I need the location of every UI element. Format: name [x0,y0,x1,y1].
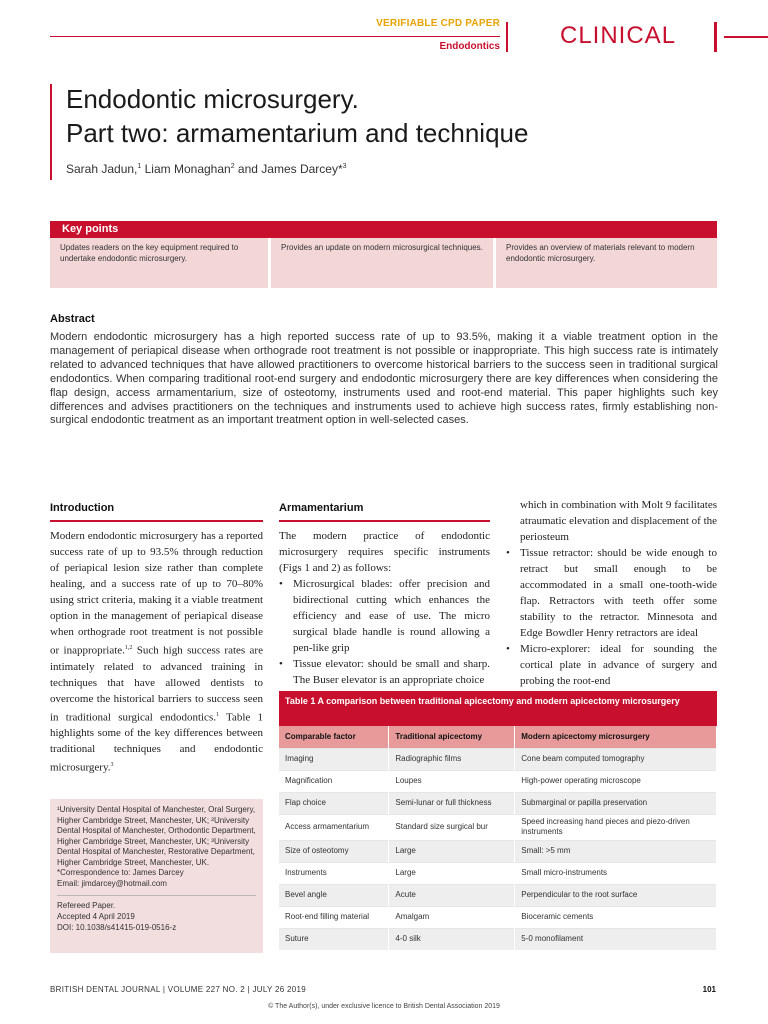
table-cell: Small micro-instruments [515,862,717,884]
table-cell: Standard size surgical bur [389,814,515,840]
table-body [279,748,717,950]
table-cell: 4-0 silk [389,928,515,950]
header-divider-right [714,22,717,52]
key-points-heading: Key points [50,221,717,238]
table-row [279,884,717,906]
table-cell: Access armamentarium [279,814,389,840]
title-line-1: Endodontic microsurgery. [66,84,359,114]
table-row [279,906,717,928]
key-point: Updates readers on the key equipment required to undertake endodontic microsurgery. [50,238,268,288]
intro-para-3: Table 1 highlights some of the key differences between traditional techniques and endodontic microsurgery. [50,711,264,774]
abstract-text: Modern endodontic microsurgery has a high reported success rate of up to 93.5%, making it a viable treatment option in the management of periapical disease when orthograde root treatment is not possible or inappropriate. This high success rate is intimately related to advanced techniques that have allowed practitioners to overcome historical barriers to the success seen in traditional surgical endodontics. When comparing traditional root-end surgery and endodontic microsurgery there are key differences when considering the flap design, access armamentarium, size of osteotomy, instruments used and root-end material. This paper highlights such key differences and advises practitioners on the techniques and instruments used to achieve high success rates, firmly establishing non-surgical endodontic treatment as an important treatment option in well-selected cases. [50,331,718,427]
cpd-label: VERIFIABLE CPD PAPER [376,18,500,29]
accepted-date: Accepted 4 April 2019 [57,912,135,921]
table-cell: Magnification [279,770,389,792]
section-label: Endodontics [439,41,500,52]
table-cell: Large [389,840,515,862]
table-row [279,814,717,840]
email: Email: jimdarcey@hotmail.com [57,878,167,888]
page-number: 101 [702,985,716,994]
table-cell: Imaging [279,748,389,770]
table-cell: Large [389,862,515,884]
table-cell: High-power operating microscope [515,770,717,792]
citation: 1 [215,711,219,718]
armamentarium-intro: The modern practice of endodontic microsurgery requires specific instruments (Figs 1 and 2) as follows: [279,530,490,574]
introduction-text [50,528,263,776]
affiliations-text: ¹University Dental Hospital of Manchester, Oral Surgery, Higher Cambridge Street, Manchester, UK; ²University Dental Hospital of Manchester, Orthodontic Department, Higher Cambridge Street, Manchester, UK; ³University Dental Hospital of Manchester, Restorative Department, Higher Cambridge Street, Manchester, UK. [57,805,256,867]
section-rule [279,520,490,522]
doi: DOI: 10.1038/s41415-019-0516-z [57,923,177,932]
table-cell: Radiographic films [389,748,515,770]
instrument-list [506,545,717,689]
category-label: CLINICAL [560,22,677,49]
table-cell: Cone beam computed tomography [515,748,717,770]
copyright: © The Author(s), under exclusive licence to British Dental Association 2019 [268,1003,500,1010]
author-name: Liam Monaghan [141,162,231,176]
comparison-table [279,726,717,950]
table-cell: Instruments [279,862,389,884]
citation: 1,2 [124,645,133,651]
table-cell: Perpendicular to the root surface [515,884,717,906]
table-cell: Small: >5 mm [515,840,717,862]
list-item: • Micro-explorer: ideal for sounding the cortical plate in advance of surgery and probing the root-end [506,641,717,689]
section-rule [50,520,263,522]
author-affiliation: 3 [342,163,347,170]
table-header-row [279,726,717,748]
list-item: • Microsurgical blades: offer precision and bidirectional cutting which enhances the efficiency and ease of use. The micro surgical blade handle is round allowing a pen-like grip [279,576,490,656]
footer-separator: | [247,985,253,994]
table-row [279,770,717,792]
header-rule-right [724,36,768,38]
journal-footer [50,985,306,994]
journal-date: JULY 26 2019 [252,985,307,994]
journal-name: BRITISH DENTAL JOURNAL [50,985,161,994]
introduction-heading: Introduction [50,502,115,514]
table-cell: Suture [279,928,389,950]
header-rule [50,36,500,37]
table-cell: Flap choice [279,792,389,814]
title-accent-bar [50,84,52,180]
title-line-2: Part two: armamentarium and technique [66,118,529,148]
footer-separator: | [162,985,168,994]
list-item: • Tissue elevator: should be small and sharp. The Buser elevator is an appropriate choice [279,656,490,688]
armamentarium-continued [506,497,717,689]
table-cell: Speed increasing hand pieces and piezo-driven instruments [515,814,717,840]
table-row [279,792,717,814]
refereed-label: Refereed Paper. [57,901,116,910]
author-list [66,162,347,176]
table-cell: Bevel angle [279,884,389,906]
column-header: Comparable factor [279,726,389,748]
table-cell: 5-0 monofilament [515,928,717,950]
table-caption: Table 1 A comparison between traditional apicectomy and modern apicectomy microsurgery [279,691,717,726]
table-cell: Root-end filling material [279,906,389,928]
table-row [279,862,717,884]
table-row [279,840,717,862]
abstract-heading: Abstract [50,313,95,325]
key-point: Provides an overview of materials relevant to modern endodontic microsurgery. [496,238,717,288]
paper-meta [57,895,256,933]
affiliations-box [50,799,263,953]
table-cell: Size of osteotomy [279,840,389,862]
table-cell: Amalgam [389,906,515,928]
column-header: Modern apicectomy microsurgery [515,726,717,748]
column-header: Traditional apicectomy [389,726,515,748]
list-item: • Tissue retractor: should be wide enough to retract but small enough to be accommodated in a small one-tooth-wide flap. Retractors with teeth offer some stability to the retractor. Minnesota and Edge Bowdler Henry retractors are ideal [506,545,717,641]
author-name: and James Darcey* [234,162,343,176]
continuation-text: which in combination with Molt 9 facilitates atraumatic elevation and displacement of the periosteum [520,499,718,543]
article-title [66,82,716,150]
armamentarium-heading: Armamentarium [279,502,364,514]
armamentarium-text [279,528,490,688]
intro-para-2: Such high success rates are intimately related to advanced training in techniques that have allowed dentists to overcome the historical barriers to success seen in traditional surgical endodontics. [50,644,263,724]
table-cell: Loupes [389,770,515,792]
key-point: Provides an update on modern microsurgical techniques. [271,238,493,288]
table-row [279,748,717,770]
table-cell: Submarginal or papilla preservation [515,792,717,814]
intro-para-1: Modern endodontic microsurgery has a reported success rate of up to 93.5% through reduction of periapical lesion size rather than complete healing, and a success rate of up to 70–80% using strict criteria, making it a viable treatment option in the management of periapical disease when orthograde root treatment is not possible or inappropriate. [50,530,263,657]
header-divider [506,22,508,52]
author-affiliation: 2 [230,163,235,170]
table-row [279,928,717,950]
journal-volume: VOLUME 227 NO. 2 [167,985,246,994]
table-cell: Bioceramic cements [515,906,717,928]
author-affiliation: 1 [137,163,142,170]
citation: 3 [110,762,114,769]
instrument-list [279,576,490,688]
correspondence: *Correspondence to: James Darcey [57,868,184,877]
table-cell: Semi-lunar or full thickness [389,792,515,814]
author-name: Sarah Jadun, [66,162,138,176]
table-cell: Acute [389,884,515,906]
